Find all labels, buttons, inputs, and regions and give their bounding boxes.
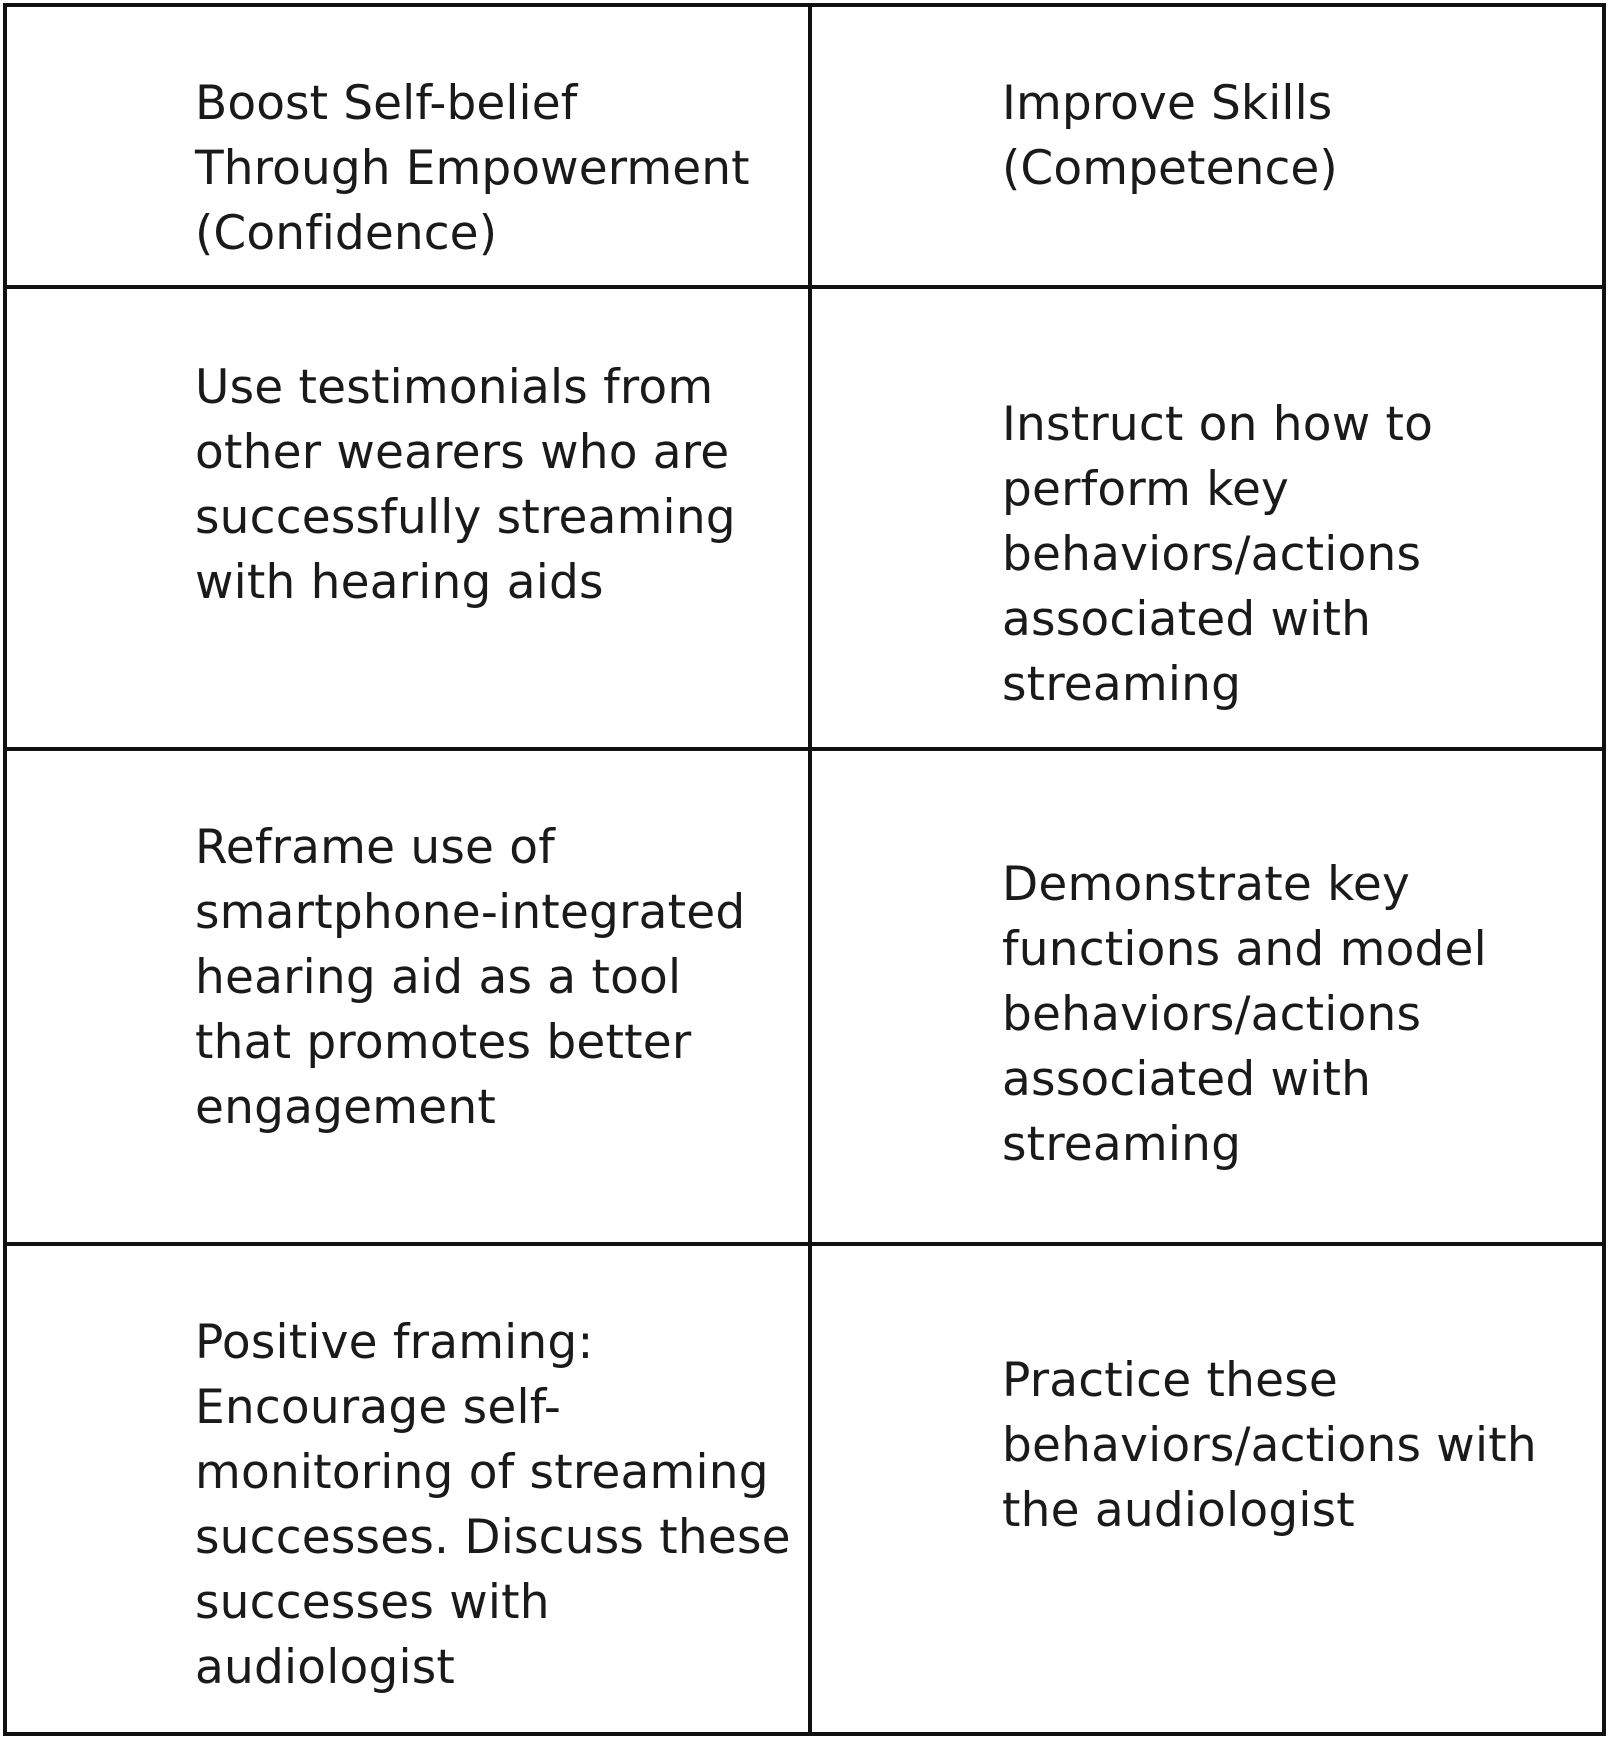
table-cell-competence bbox=[812, 1246, 1602, 1732]
text-line: Through Empowerment bbox=[195, 141, 750, 196]
text-line: perform key bbox=[1002, 462, 1290, 517]
cell-text bbox=[195, 355, 736, 615]
text-line: monitoring of streaming bbox=[195, 1445, 769, 1500]
text-line: Encourage self- bbox=[195, 1380, 562, 1435]
text-line: Improve Skills bbox=[1002, 76, 1333, 131]
strategy-table bbox=[3, 3, 1606, 1736]
table-cell-competence bbox=[812, 751, 1602, 1242]
text-line: streaming bbox=[1002, 1117, 1242, 1172]
text-line: functions and model bbox=[1002, 922, 1487, 977]
cell-text bbox=[1002, 1348, 1537, 1543]
text-line: smartphone-integrated bbox=[195, 885, 746, 940]
text-line: successes. Discuss these bbox=[195, 1510, 791, 1565]
text-line: Use testimonials from bbox=[195, 360, 714, 415]
text-line: behaviors/actions with bbox=[1002, 1418, 1537, 1473]
cell-text bbox=[1002, 392, 1433, 717]
text-line: Demonstrate key bbox=[1002, 857, 1411, 912]
table-cell-confidence bbox=[7, 1246, 808, 1732]
text-line: successfully streaming bbox=[195, 490, 736, 545]
table-cell-confidence bbox=[7, 751, 808, 1242]
text-line: other wearers who are bbox=[195, 425, 730, 480]
text-line: with hearing aids bbox=[195, 555, 604, 610]
text-line: (Competence) bbox=[1002, 141, 1338, 196]
text-line: associated with bbox=[1002, 1052, 1372, 1107]
text-line: Instruct on how to bbox=[1002, 397, 1434, 452]
text-line: Positive framing: bbox=[195, 1315, 594, 1370]
text-line: associated with bbox=[1002, 592, 1372, 647]
text-line: audiologist bbox=[195, 1640, 456, 1695]
text-line: behaviors/actions bbox=[1002, 527, 1422, 582]
text-line: the audiologist bbox=[1002, 1483, 1355, 1538]
text-line: engagement bbox=[195, 1080, 497, 1135]
header-confidence-text bbox=[195, 71, 750, 266]
text-line: Boost Self-belief bbox=[195, 76, 578, 131]
text-line: streaming bbox=[1002, 657, 1242, 712]
cell-text bbox=[195, 1310, 791, 1700]
header-competence bbox=[812, 7, 1602, 285]
text-line: that promotes better bbox=[195, 1015, 692, 1070]
header-competence-text bbox=[1002, 71, 1338, 201]
table-cell-competence bbox=[812, 289, 1602, 747]
text-line: behaviors/actions bbox=[1002, 987, 1422, 1042]
text-line: Reframe use of bbox=[195, 820, 556, 875]
cell-text bbox=[195, 815, 745, 1140]
text-line: successes with bbox=[195, 1575, 550, 1630]
text-line: hearing aid as a tool bbox=[195, 950, 682, 1005]
text-line: (Confidence) bbox=[195, 206, 498, 261]
cell-text bbox=[1002, 852, 1487, 1177]
table-cell-confidence bbox=[7, 289, 808, 747]
text-line: Practice these bbox=[1002, 1353, 1338, 1408]
header-confidence bbox=[7, 7, 808, 285]
